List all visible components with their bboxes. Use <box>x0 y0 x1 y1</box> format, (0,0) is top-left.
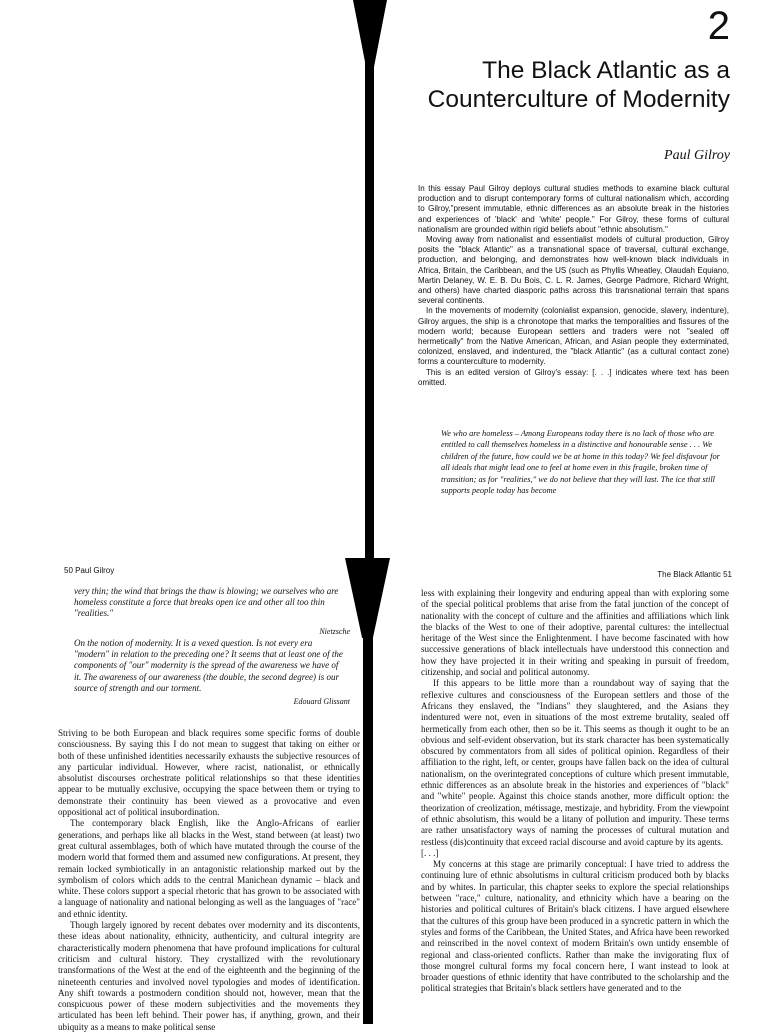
binding-line-bottom <box>363 630 373 1024</box>
running-header-right: The Black Atlantic 51 <box>657 570 732 579</box>
body-paragraph: The contemporary black English, like the Anglo-Africans of earlier generations, and perhaps like all blacks in the West, stand between (at least) two great cultural assemblages, both of which have mutated through the course of the modern world that formed them and assumed new configurations. At present, they remain locked symbiotically in an antagonistic relationship marked out by the symbolism of colors which adds to the central Manichean dynamic – black and white. These colors support a special rhetoric that has grown to be associated with a language of nationality and national belonging as well as the languages of "race" and ethnic identity. <box>58 818 360 919</box>
binding-shadow-bottom <box>345 558 390 638</box>
chapter-author: Paul Gilroy <box>664 148 730 163</box>
body-paragraph: Striving to be both European and black requires some specific forms of double consciousness. By saying this I do not mean to suggest that taking on either or both of these unfinished identities necessarily exhausts the subjective resources of any particular individual. However, where racist, nationalist, or ethnically absolutist discourses orchestrate political relationships so that these identities appear to be mutually exclusive, occupying the space between them or trying to demonstrate their continuity has been viewed as a provocative and even oppositional act of political insubordination. <box>58 728 360 818</box>
body-text-right <box>421 588 729 995</box>
body-paragraph: less with explaining their longevity and enduring appeal than with exploring some of the special political problems that arise from the fatal junction of the concept of nationality with the concept of culture and the affinities and affiliations which link the blacks of the West to one of their adoptive, parental cultures: the intellectual heritage of the West since the Enlightenment. I have become fascinated with how successive generations of black intellectuals have understood this connection and how they have projected it in their writing and speaking in pursuit of freedom, citizenship, and social and political autonomy. <box>421 588 729 678</box>
body-paragraph: If this appears to be little more than a roundabout way of saying that the reflexive cultures and consciousness of the European settlers and those of the Africans they enslaved, the "Indians" they slaughtered, and the Asians they indentured were not, even in situations of the most extreme brutality, sealed off hermetically from each other, then so be it. This seems as though it ought to be an obvious and self-evident observation, but its stark character has been systematically obscured by commentators from all sides of political opinion. Regardless of their affiliation to the right, left, or center, groups have fallen back on the idea of cultural nationalism, on the overintegrated conceptions of culture which present immutable, ethnic differences as an absolute break in the histories and experiences of "black" and "white" people. Against this choice stands another, more difficult option: the theorization of creolization, métissage, mestizaje, and hybridity. From the viewpoint of ethnic absolutism, this would be a litany of pollution and impurity. These terms are rather unsatisfactory ways of naming the processes of cultural mutation and restless (dis)continuity that exceed racial discourse and avoid capture by its agents. <box>421 678 729 847</box>
omission-marker: [. . .] <box>421 847 439 858</box>
epigraph-glissant: On the notion of modernity. It is a vexed question. Is not every era "modern" in relation to the preceding one? It seems that at least one of the components of "our" modernity is the spread of the awareness we have of it. The awareness of our awareness (the double, the second degree) is our source of strength and our torment. <box>74 638 343 693</box>
chapter-title: The Black Atlantic as a Counterculture of Modernity <box>427 57 730 113</box>
intro-paragraph: Moving away from nationalist and essentialist models of cultural production, Gilroy posits the "black Atlantic" as a transnational space of traversal, cultural exchange, production, and belonging, and demonstrates how well-known black individuals in Africa, Britain, the Caribbean, and the US (such as Phyllis Wheatley, Olaudah Equiano, Martin Delaney, W. E. B. Du Bois, C. L. R. James, George Padmore, Richard Wright, and others) have charted diasporic paths across this transnational terrain that spans several continents. <box>418 235 729 306</box>
binding-line-top <box>365 60 374 560</box>
intro-paragraph: In the movements of modernity (colonialist expansion, genocide, slavery, indenture), Gilroy argues, the ship is a chronotope that marks the temporalities and fissures of the modern world; because European settlers and traders were not "sealed off hermetically" from the Native American, African, and Asian people they exterminated, colonized, enslaved, and indentured, the "black Atlantic" (as a cultural contact zone) forms a counterculture to modernity. <box>418 306 729 367</box>
running-header-left: 50 Paul Gilroy <box>64 566 115 575</box>
epigraph-nietzsche-continued: very thin; the wind that brings the thaw is blowing; we ourselves who are homeless constitute a force that breaks open ice and other all too thin "realities." <box>74 586 339 618</box>
intro-paragraph: This is an edited version of Gilroy's essay: [. . .] indicates where text has been omitted. <box>418 367 729 387</box>
intro-paragraph: In this essay Paul Gilroy deploys cultural studies methods to examine black cultural production and to disrupt contemporary forms of cultural nationalism which, according to Gilroy,"present immutable, ethnic differences as an absolute break in the histories and experiences of 'black' and 'white' people." For Gilroy, these forms of cultural nationalism are grounded within rigid beliefs about "ethnic absolutism." <box>418 184 729 234</box>
epigraph-nietzsche-start: We who are homeless – Among Europeans today there is no lack of those who are entitled to call themselves homeless in a distinctive and honourable sense . . . We children of the future, how could we be at home in this today? We feel disfavour for all ideals that might lead one to feel at home even in this fragile, broken time of transition; as for "realities," we do not believe that they will last. The ice that still supports people today has become <box>441 429 720 496</box>
body-paragraph: Though largely ignored by recent debates over modernity and its discontents, these ideas about nationality, ethnicity, authenticity, and cultural integrity are characteristically modern phenomena that have profound implications for cultural criticism and cultural history. They crystallized with the revolutionary transformations of the West at the end of the eighteenth and the beginning of the nineteenth centuries and involved novel typologies and modes of identification. Any shift towards a postmodern condition should not, however, mean that the conspicuous power of these modern subjectivities and the movements they articulated has been left behind. Their power has, if anything, grown, and their ubiquity as a means to make political sense <box>58 920 360 1032</box>
epigraph-source-nietzsche: Nietzsche <box>319 627 350 636</box>
body-text-left <box>58 728 360 1033</box>
editor-introduction <box>418 184 729 388</box>
chapter-number: 2 <box>707 4 730 48</box>
epigraph-source-glissant: Edouard Glissant <box>293 697 350 706</box>
body-paragraph: My concerns at this stage are primarily conceptual: I have tried to address the continuing lure of ethnic absolutisms in cultural criticism produced both by blacks and by whites. In particular, this chapter seeks to explore the special relationships between "race," culture, nationality, and ethnicity which have a bearing on the histories and political cultures of Britain's black citizens. I have argued elsewhere that the cultures of this group have been produced in a syncretic pattern in which the styles and forms of the Caribbean, the United States, and Africa have been reworked and reinscribed in the novel context of modern Britain's own untidy ensemble of regional and class-oriented conflicts. Rather than make the invigorating flux of those mongrel cultural forms my focal concern here, I want instead to look at broader questions of ethnic identity that have contributed to the scholarship and the political strategies that Britain's black settlers have generated and to the <box>421 859 729 994</box>
